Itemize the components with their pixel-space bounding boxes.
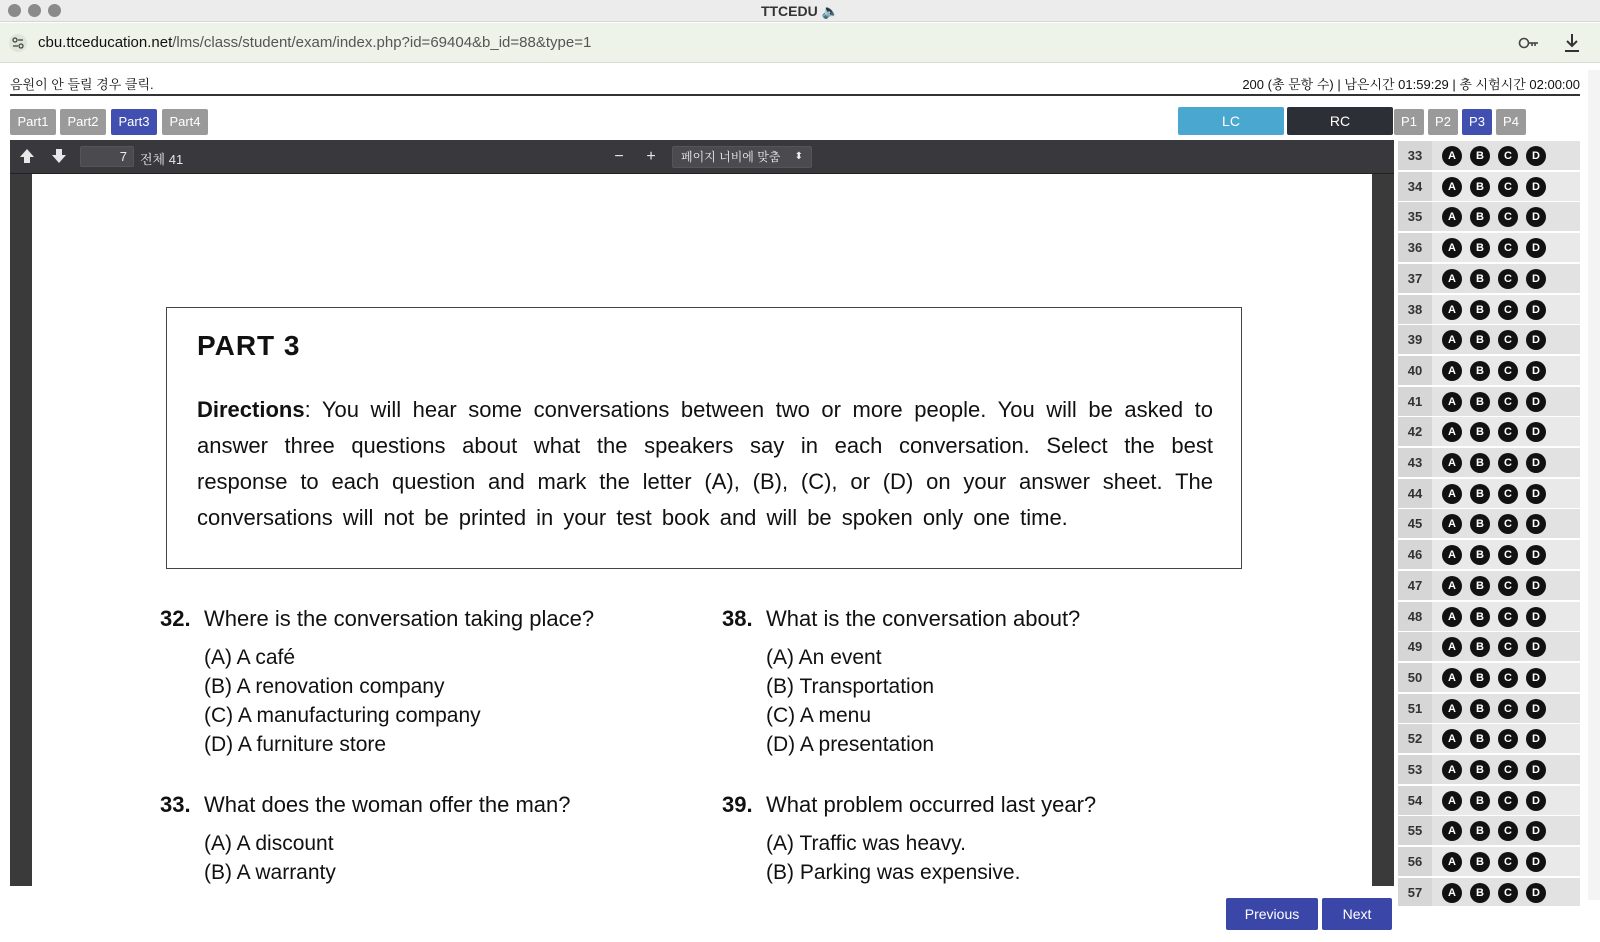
answer-bubble-a[interactable]: A: [1442, 607, 1462, 627]
answer-row-56: [1398, 847, 1580, 876]
answer-row-33: [1398, 141, 1580, 170]
answer-bubble-d[interactable]: D: [1526, 269, 1546, 289]
answer-bubble-b[interactable]: B: [1470, 668, 1490, 688]
answer-row-34: [1398, 172, 1580, 201]
site-settings-icon[interactable]: [8, 33, 28, 53]
answer-bubble-a[interactable]: A: [1442, 791, 1462, 811]
answer-bubble-c[interactable]: C: [1498, 177, 1518, 197]
answer-number: 45: [1398, 509, 1432, 538]
answer-bubble-d[interactable]: D: [1526, 699, 1546, 719]
answer-bubble-c[interactable]: C: [1498, 207, 1518, 227]
answer-bubble-c[interactable]: C: [1498, 514, 1518, 534]
answer-bubble-b[interactable]: B: [1470, 422, 1490, 442]
zoom-select[interactable]: [672, 146, 812, 168]
answer-bubble-c[interactable]: C: [1498, 607, 1518, 627]
answer-bubble-d[interactable]: D: [1526, 177, 1546, 197]
answer-bubble-a[interactable]: A: [1442, 883, 1462, 903]
answer-bubble-a[interactable]: A: [1442, 207, 1462, 227]
chevron-updown-icon: ⬍: [794, 151, 803, 162]
tab-p3[interactable]: P3: [1462, 109, 1492, 135]
option-39-b: (B) Parking was expensive.: [766, 861, 1021, 884]
answer-bubble-d[interactable]: D: [1526, 729, 1546, 749]
answer-row-36: [1398, 233, 1580, 262]
pdf-page: [32, 174, 1372, 886]
answer-bubble-c[interactable]: C: [1498, 545, 1518, 565]
option-32-d: (D) A furniture store: [204, 733, 387, 756]
answer-bubble-d[interactable]: D: [1526, 238, 1546, 258]
answer-bubble-c[interactable]: C: [1498, 883, 1518, 903]
answer-bubble-c[interactable]: C: [1498, 361, 1518, 381]
window-title-text: TTCEDU: [760, 3, 818, 19]
answer-row-43: [1398, 448, 1580, 477]
answer-bubble-b[interactable]: B: [1470, 238, 1490, 258]
pdf-viewer: [10, 140, 1394, 886]
answer-bubble-b[interactable]: B: [1470, 330, 1490, 350]
answer-bubble-b[interactable]: B: [1470, 361, 1490, 381]
answer-bubble-d[interactable]: D: [1526, 545, 1546, 565]
answer-row-37: [1398, 264, 1580, 293]
answer-number: 39: [1398, 325, 1432, 354]
answer-row-44: [1398, 479, 1580, 508]
answer-bubble-d[interactable]: D: [1526, 576, 1546, 596]
answer-number: 53: [1398, 755, 1432, 784]
answer-bubble-b[interactable]: B: [1470, 392, 1490, 412]
answer-bubble-a[interactable]: A: [1442, 392, 1462, 412]
answer-bubble-c[interactable]: C: [1498, 791, 1518, 811]
window-title: [0, 3, 1600, 20]
answer-bubble-b[interactable]: B: [1470, 607, 1490, 627]
option-39-a: (A) Traffic was heavy.: [766, 832, 966, 855]
download-icon[interactable]: [1562, 32, 1582, 54]
answer-bubble-d[interactable]: D: [1526, 760, 1546, 780]
answer-row-55: [1398, 816, 1580, 845]
answer-number: 57: [1398, 878, 1432, 906]
answer-bubble-a[interactable]: A: [1442, 514, 1462, 534]
answer-bubble-d[interactable]: D: [1526, 392, 1546, 412]
answer-number: 51: [1398, 694, 1432, 723]
zoom-out-button[interactable]: −: [614, 148, 624, 165]
answer-number: 52: [1398, 724, 1432, 753]
answer-number: 38: [1398, 295, 1432, 324]
answer-bubble-c[interactable]: C: [1498, 484, 1518, 504]
answer-row-42: [1398, 417, 1580, 446]
answer-bubble-a[interactable]: A: [1442, 821, 1462, 841]
answer-bubble-d[interactable]: D: [1526, 300, 1546, 320]
answer-bubble-c[interactable]: C: [1498, 269, 1518, 289]
window-titlebar: [0, 0, 1600, 22]
answer-bubble-d[interactable]: D: [1526, 821, 1546, 841]
directions-label: Directions: [197, 397, 305, 422]
option-32-a: (A) A café: [204, 646, 296, 669]
address-bar[interactable]: [0, 23, 1600, 63]
answer-number: 56: [1398, 847, 1432, 876]
answer-number: 47: [1398, 571, 1432, 600]
zoom-select-value: 페이지 너비에 맞춤: [681, 150, 781, 164]
answer-bubble-c[interactable]: C: [1498, 146, 1518, 166]
answer-bubble-a[interactable]: A: [1442, 668, 1462, 688]
answer-bubble-d[interactable]: D: [1526, 146, 1546, 166]
answer-bubble-a[interactable]: A: [1442, 729, 1462, 749]
answer-number: 50: [1398, 663, 1432, 692]
answer-number: 46: [1398, 540, 1432, 569]
answer-bubble-c[interactable]: C: [1498, 300, 1518, 320]
answer-number: 40: [1398, 356, 1432, 385]
next-page-button[interactable]: [48, 147, 70, 167]
url-host: cbu.ttceducation.net: [38, 34, 173, 51]
tab-p2[interactable]: P2: [1428, 109, 1458, 135]
answer-bubble-b[interactable]: B: [1470, 146, 1490, 166]
answer-bubble-a[interactable]: A: [1442, 852, 1462, 872]
answer-bubble-b[interactable]: B: [1470, 576, 1490, 596]
answer-bubble-c[interactable]: C: [1498, 392, 1518, 412]
answer-number: 54: [1398, 786, 1432, 815]
previous-button[interactable]: Previous: [1226, 898, 1318, 930]
answer-bubble-d[interactable]: D: [1526, 484, 1546, 504]
answer-number: 41: [1398, 387, 1432, 416]
answer-bubble-c[interactable]: C: [1498, 760, 1518, 780]
option-38-d: (D) A presentation: [766, 733, 935, 756]
answer-row-57: [1398, 878, 1580, 906]
answer-row-53: [1398, 755, 1580, 784]
question-text: What does the woman offer the man?: [204, 792, 571, 817]
answer-number: 43: [1398, 448, 1432, 477]
question-32: [160, 606, 594, 632]
answer-bubble-b[interactable]: B: [1470, 791, 1490, 811]
answer-bubble-a[interactable]: A: [1442, 422, 1462, 442]
answer-number: 44: [1398, 479, 1432, 508]
directions-paragraph: [197, 392, 1213, 536]
answer-bubble-a[interactable]: A: [1442, 545, 1462, 565]
answer-row-39: [1398, 325, 1580, 354]
question-number: 38.: [722, 606, 753, 631]
answer-bubble-d[interactable]: D: [1526, 637, 1546, 657]
page-number-input[interactable]: 7: [80, 146, 134, 167]
question-text: What is the conversation about?: [766, 606, 1081, 631]
answer-sheet: [1398, 140, 1580, 906]
answer-number: 48: [1398, 602, 1432, 631]
directions-box: [166, 307, 1242, 569]
option-33-a: (A) A discount: [204, 832, 334, 855]
answer-bubble-b[interactable]: B: [1470, 484, 1490, 504]
answer-row-52: [1398, 724, 1580, 753]
answer-number: 55: [1398, 816, 1432, 845]
answer-row-49: [1398, 632, 1580, 661]
answer-bubble-b[interactable]: B: [1470, 760, 1490, 780]
answer-bubble-a[interactable]: A: [1442, 361, 1462, 381]
page-total-label: 전체 41: [140, 152, 184, 167]
answer-bubble-d[interactable]: D: [1526, 791, 1546, 811]
answer-number: 33: [1398, 141, 1432, 170]
answer-bubble-a[interactable]: A: [1442, 760, 1462, 780]
option-32-b: (B) A renovation company: [204, 675, 445, 698]
answer-row-47: [1398, 571, 1580, 600]
option-32-c: (C) A manufacturing company: [204, 704, 481, 727]
option-38-a: (A) An event: [766, 646, 882, 669]
answer-bubble-b[interactable]: B: [1470, 207, 1490, 227]
option-38-c: (C) A menu: [766, 704, 872, 727]
answer-row-38: [1398, 295, 1580, 324]
answer-bubble-b[interactable]: B: [1470, 453, 1490, 473]
answer-bubble-a[interactable]: A: [1442, 238, 1462, 258]
answer-bubble-b[interactable]: B: [1470, 852, 1490, 872]
answer-row-45: [1398, 509, 1580, 538]
answer-number: 35: [1398, 202, 1432, 231]
answer-bubble-b[interactable]: B: [1470, 699, 1490, 719]
answer-bubble-c[interactable]: C: [1498, 852, 1518, 872]
arrow-up-icon: [19, 147, 35, 165]
answer-bubble-d[interactable]: D: [1526, 668, 1546, 688]
answer-bubble-b[interactable]: B: [1470, 514, 1490, 534]
tab-part1[interactable]: Part1: [10, 109, 56, 135]
answer-bubble-c[interactable]: C: [1498, 699, 1518, 719]
part-heading: PART 3: [197, 330, 301, 361]
answer-bubble-a[interactable]: A: [1442, 146, 1462, 166]
answer-bubble-a[interactable]: A: [1442, 300, 1462, 320]
answer-row-51: [1398, 694, 1580, 723]
directions-text: : You will hear some conversations between two or more people. You will be asked to answer three questions about what the speakers say in each conversation. Select the best response to each question and mark the letter (A), (B), (C), or (D) on your answer sheet. The conversations will not be printed in your test book and will be spoken only one time.: [197, 397, 1213, 530]
answer-bubble-c[interactable]: C: [1498, 729, 1518, 749]
answer-bubble-d[interactable]: D: [1526, 453, 1546, 473]
question-33: [160, 792, 570, 818]
question-number: 32.: [160, 606, 191, 631]
answer-bubble-c[interactable]: C: [1498, 576, 1518, 596]
tab-part3[interactable]: Part3: [111, 109, 157, 135]
url-path: /lms/class/student/exam/index.php?id=69404&b_id=88&type=1: [172, 34, 592, 51]
answer-bubble-a[interactable]: A: [1442, 637, 1462, 657]
tab-rc[interactable]: RC: [1287, 107, 1393, 135]
tab-p1[interactable]: P1: [1394, 109, 1424, 135]
previous-page-button[interactable]: [16, 147, 38, 167]
question-number: 33.: [160, 792, 191, 817]
answer-bubble-a[interactable]: A: [1442, 330, 1462, 350]
answer-bubble-b[interactable]: B: [1470, 177, 1490, 197]
question-38: [722, 606, 1080, 632]
audio-help-link[interactable]: 음원이 안 들릴 경우 클릭.: [10, 77, 154, 92]
tab-p4[interactable]: P4: [1496, 109, 1526, 135]
answer-bubble-b[interactable]: B: [1470, 821, 1490, 841]
question-text: What problem occurred last year?: [766, 792, 1097, 817]
answer-bubble-d[interactable]: D: [1526, 514, 1546, 534]
answer-bubble-c[interactable]: C: [1498, 422, 1518, 442]
answer-row-41: [1398, 387, 1580, 416]
zoom-in-button[interactable]: +: [646, 148, 656, 165]
option-33-b: (B) A warranty: [204, 861, 336, 884]
answer-row-46: [1398, 540, 1580, 569]
answer-bubble-c[interactable]: C: [1498, 637, 1518, 657]
answer-number: 49: [1398, 632, 1432, 661]
answer-bubble-d[interactable]: D: [1526, 422, 1546, 442]
answer-bubble-d[interactable]: D: [1526, 883, 1546, 903]
answer-number: 42: [1398, 417, 1432, 446]
arrow-down-icon: [51, 147, 67, 165]
question-39: [722, 792, 1096, 818]
tab-part4[interactable]: Part4: [162, 109, 208, 135]
answer-bubble-a[interactable]: A: [1442, 453, 1462, 473]
next-button[interactable]: Next: [1322, 898, 1392, 930]
answer-bubble-d[interactable]: D: [1526, 361, 1546, 381]
question-text: Where is the conversation taking place?: [204, 606, 595, 631]
answer-bubble-c[interactable]: C: [1498, 330, 1518, 350]
answer-row-50: [1398, 663, 1580, 692]
tab-part2[interactable]: Part2: [60, 109, 106, 135]
answer-bubble-a[interactable]: A: [1442, 699, 1462, 719]
answer-row-48: [1398, 602, 1580, 631]
answer-bubble-d[interactable]: D: [1526, 852, 1546, 872]
answer-bubble-c[interactable]: C: [1498, 453, 1518, 473]
page-scrollbar[interactable]: [1588, 70, 1600, 900]
answer-bubble-c[interactable]: C: [1498, 238, 1518, 258]
answer-bubble-b[interactable]: B: [1470, 269, 1490, 289]
question-number: 39.: [722, 792, 753, 817]
answer-bubble-b[interactable]: B: [1470, 300, 1490, 320]
answer-bubble-b[interactable]: B: [1470, 729, 1490, 749]
tab-lc[interactable]: LC: [1178, 107, 1284, 135]
answer-bubble-a[interactable]: A: [1442, 177, 1462, 197]
answer-number: 34: [1398, 172, 1432, 201]
answer-number: 36: [1398, 233, 1432, 262]
answer-bubble-b[interactable]: B: [1470, 637, 1490, 657]
answer-bubble-d[interactable]: D: [1526, 330, 1546, 350]
password-key-icon[interactable]: [1518, 35, 1540, 51]
answer-bubble-a[interactable]: A: [1442, 576, 1462, 596]
exam-info-bar: [10, 70, 1580, 96]
answer-bubble-c[interactable]: C: [1498, 821, 1518, 841]
answer-bubble-b[interactable]: B: [1470, 545, 1490, 565]
answer-row-35: [1398, 202, 1580, 231]
answer-bubble-a[interactable]: A: [1442, 269, 1462, 289]
answer-row-40: [1398, 356, 1580, 385]
exam-status-text: 200 (총 문항 수) | 남은시간 01:59:29 | 총 시험시간 02:00:00: [1242, 77, 1580, 92]
speaker-icon: 🔈: [821, 3, 840, 19]
url-text[interactable]: [38, 34, 591, 51]
pdf-toolbar: [10, 140, 1394, 174]
answer-bubble-b[interactable]: B: [1470, 883, 1490, 903]
answer-bubble-d[interactable]: D: [1526, 607, 1546, 627]
option-38-b: (B) Transportation: [766, 675, 935, 698]
answer-bubble-d[interactable]: D: [1526, 207, 1546, 227]
answer-bubble-c[interactable]: C: [1498, 668, 1518, 688]
answer-number: 37: [1398, 264, 1432, 293]
answer-row-54: [1398, 786, 1580, 815]
answer-bubble-a[interactable]: A: [1442, 484, 1462, 504]
